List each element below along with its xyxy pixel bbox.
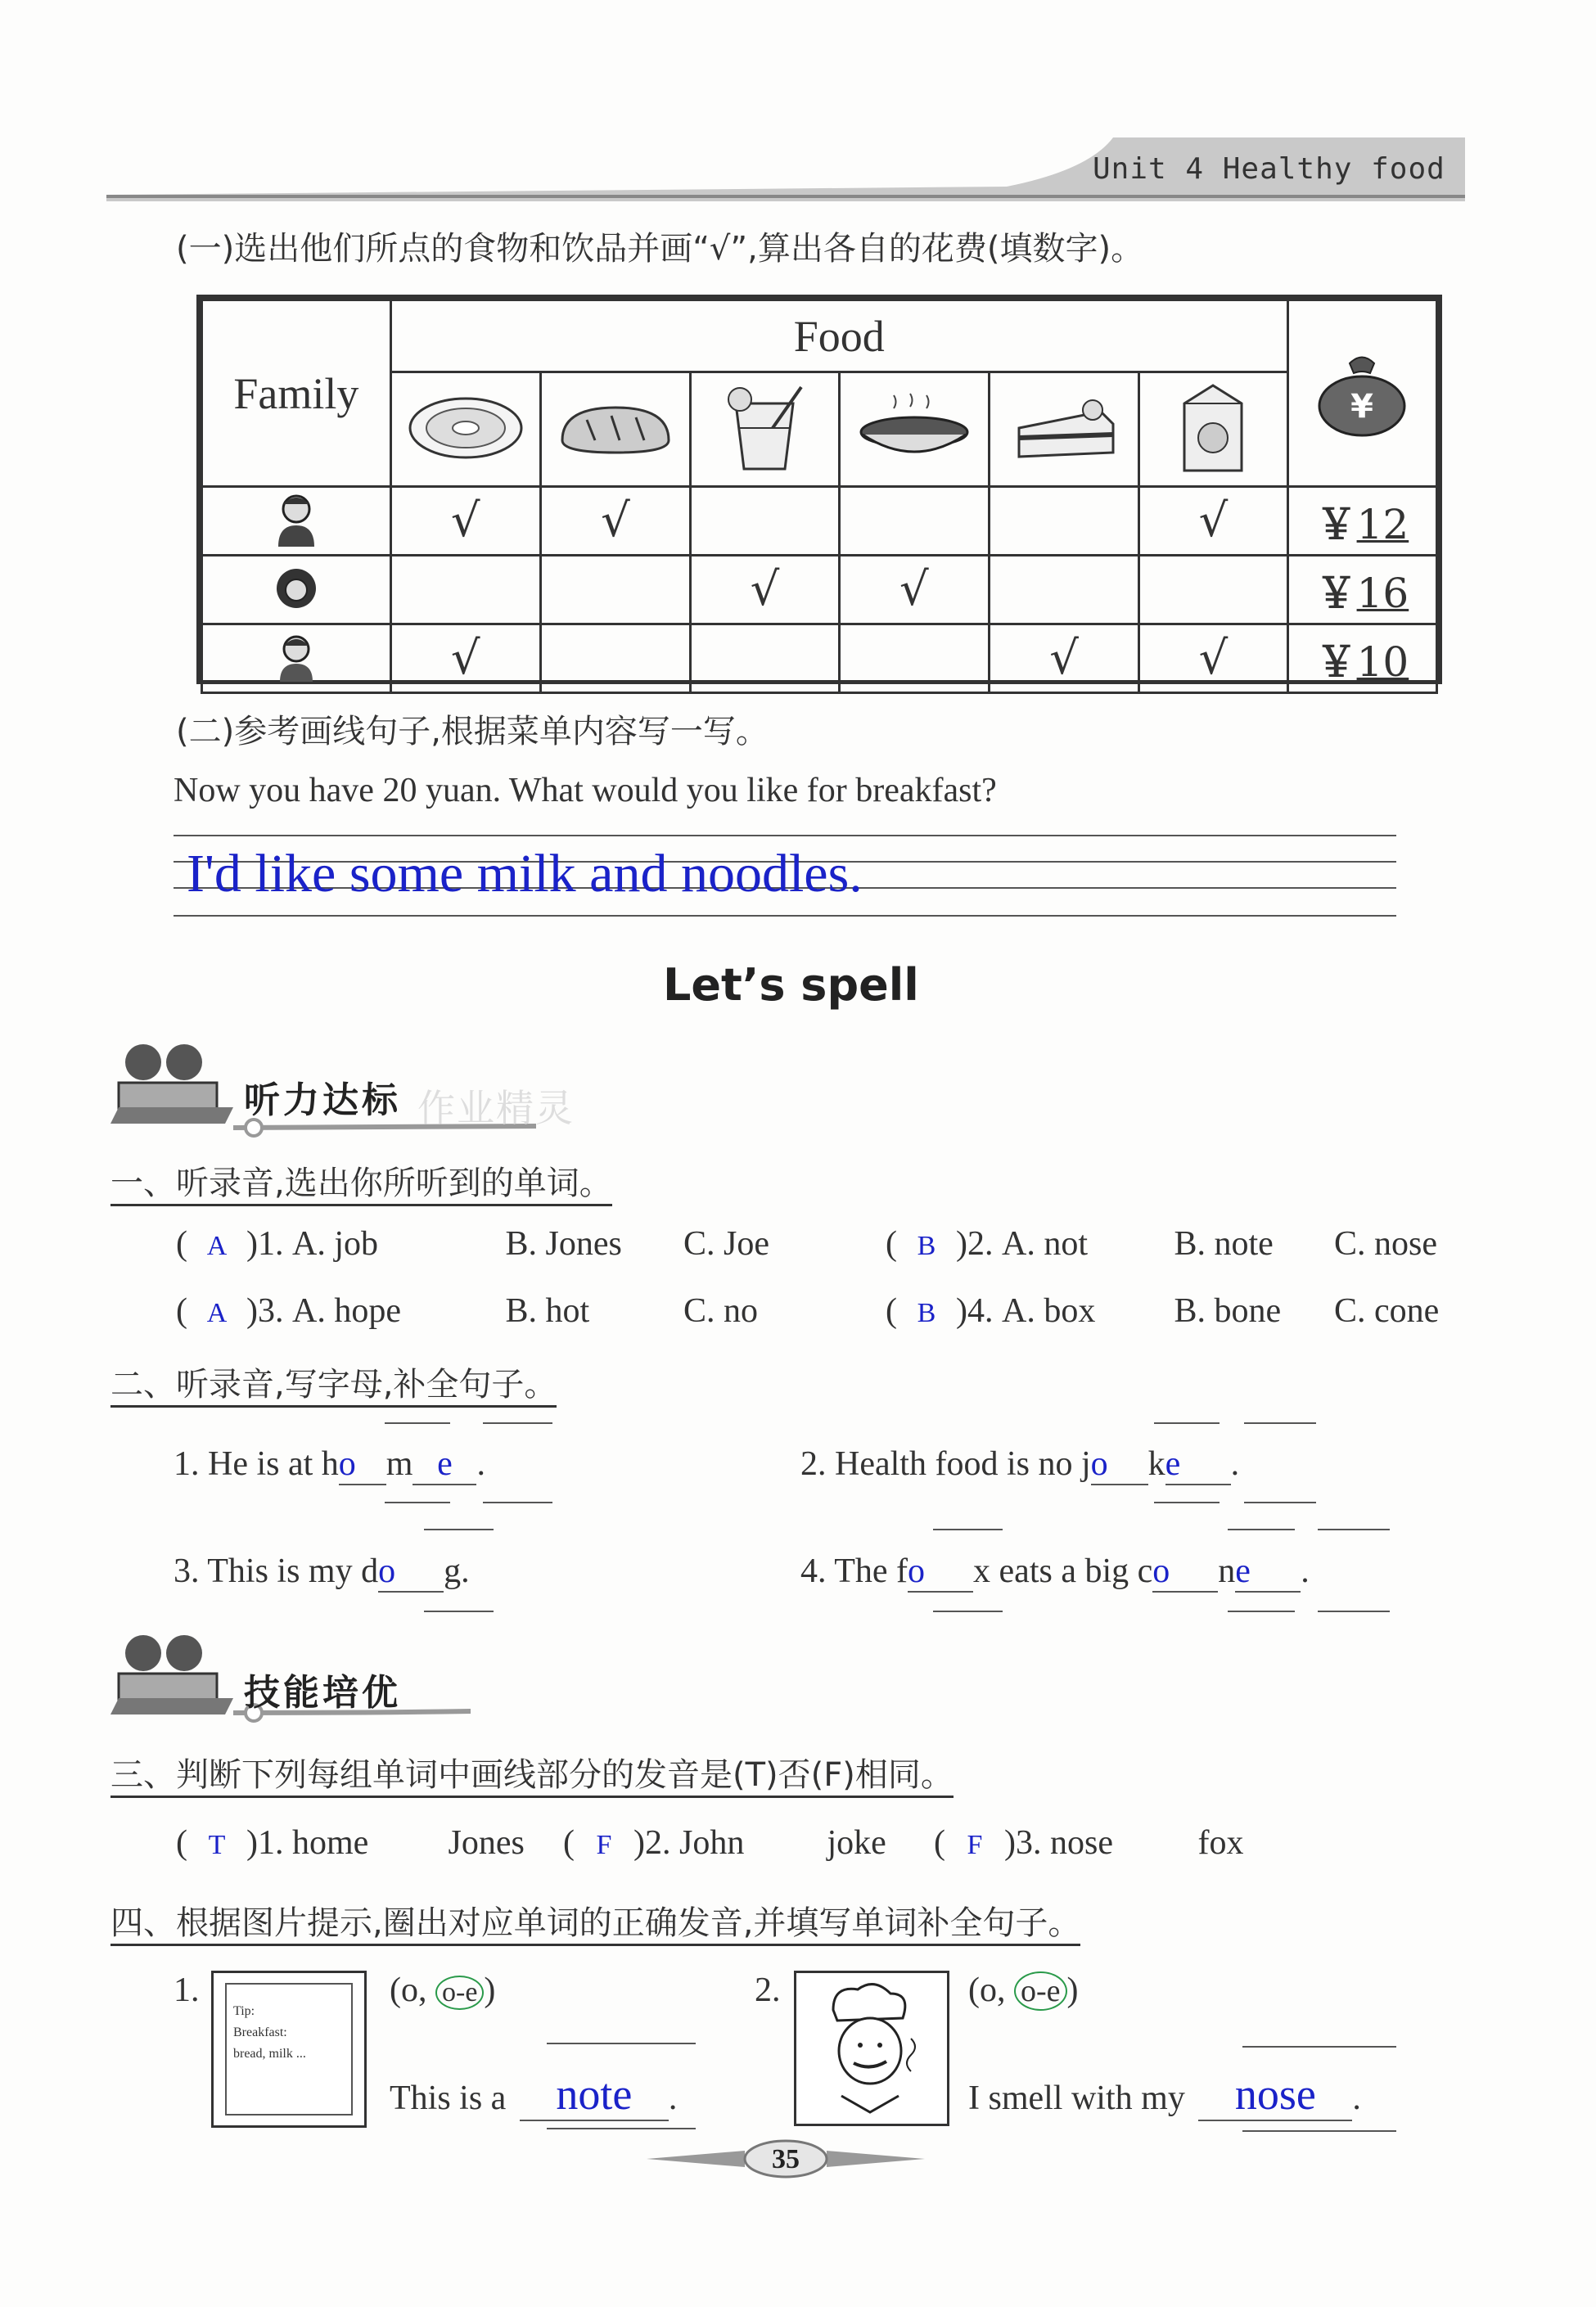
currency-symbol: ￥ [1315, 499, 1357, 548]
lets-spell-title: Let’s spell [663, 959, 919, 1011]
answer-blank: o [1091, 1444, 1148, 1485]
writing-line [174, 835, 1396, 836]
q4-item1-options: (o, o-e ) [390, 1971, 496, 2009]
grid-line [1244, 1422, 1316, 1424]
q3-title: 三、判断下列每组单词中画线部分的发音是(T)否(F)相同。 [110, 1749, 954, 1796]
grid-line [424, 1611, 494, 1612]
listening-badge: 听力达标 [244, 1079, 401, 1121]
check-cell: √ [1139, 624, 1288, 693]
answer-blank: note [520, 2069, 669, 2121]
answer-letter: B [917, 1231, 936, 1261]
q2-sentence-3: 3. This is my do g. [174, 1552, 470, 1593]
check-cell [1139, 556, 1288, 624]
food-header-cell [390, 300, 1287, 372]
currency-symbol: ￥ [1315, 637, 1357, 686]
note-line: Breakfast: [233, 2025, 287, 2039]
note-line: Tip: [233, 2004, 255, 2018]
noodles-icon [853, 387, 976, 469]
grid-line [483, 1502, 552, 1503]
grid-line [547, 2043, 696, 2044]
grid-line [1154, 1422, 1220, 1424]
check-cell [691, 487, 840, 556]
grid-line [1318, 1529, 1390, 1530]
food-label: Food [793, 311, 885, 361]
grid-line [1228, 1611, 1295, 1612]
circled-option: o-e [435, 1976, 484, 2010]
family-label: Family [233, 368, 359, 418]
currency-symbol: ￥ [1315, 568, 1357, 617]
money-header-cell [1287, 300, 1436, 487]
svg-text:¥: ¥ [1350, 387, 1374, 426]
q4-item1-number: 1. [174, 1971, 200, 2009]
page-number: 35 [772, 2144, 800, 2174]
check-cell: √ [989, 624, 1138, 693]
grid-line [933, 1611, 1003, 1612]
answer-letter: F [967, 1830, 983, 1860]
milk-cell [1139, 372, 1288, 487]
cost-cell [1287, 624, 1436, 693]
money-bag-icon [1309, 347, 1415, 437]
part1-instruction: (一)选出他们所点的食物和饮品并画“√”,算出各自的花费(填数字)。 [176, 230, 1144, 268]
answer-letter: B [917, 1298, 936, 1328]
table-row-mother [202, 556, 1437, 624]
check-cell [839, 624, 989, 693]
cost-value: 12 [1356, 500, 1409, 548]
q2-title: 二、听录音,写字母,补全句子。 [110, 1359, 557, 1405]
q2-sentence-1: 1. He is at ho m e . [174, 1444, 485, 1485]
circled-option: o-e [1014, 1971, 1067, 2011]
father-icon [272, 491, 321, 548]
grid-line [1244, 1502, 1316, 1503]
juice-icon [715, 379, 814, 477]
check-cell [839, 487, 989, 556]
q4-item1-sentence: This is a note . [390, 2069, 677, 2121]
list-item: ( B )4. A. box B. bone C. cone [886, 1292, 1440, 1330]
grid-line [424, 1529, 494, 1530]
note-picture [211, 1971, 367, 2128]
juice-cell [691, 372, 840, 487]
check-cell [540, 556, 690, 624]
person-cell [202, 624, 391, 693]
check-cell [691, 624, 840, 693]
table-row-father [202, 487, 1437, 556]
list-item: ( A )3. A. hope B. hot C. no [176, 1292, 759, 1330]
list-item: ( B )2. A. not B. note C. nose [886, 1225, 1437, 1263]
check-cell [390, 556, 540, 624]
part2-prompt: Now you have 20 yuan. What would you like for breakfast? [174, 772, 997, 809]
check-cell: √ [839, 556, 989, 624]
boy-icon [272, 631, 321, 683]
unit-title: Unit 4 Healthy food [1093, 152, 1445, 186]
check-cell: √ [390, 487, 540, 556]
noodles-cell [839, 372, 989, 487]
person-cell [202, 487, 391, 556]
list-item: ( A )1. A. job B. Jones C. Joe [176, 1225, 769, 1263]
answer-blank: o [339, 1444, 386, 1485]
bread-icon [554, 391, 677, 465]
grid-line [1242, 2130, 1396, 2132]
watermark: 作业精灵 [417, 1086, 575, 1130]
grid-line [547, 2128, 696, 2129]
donut-cell [390, 372, 540, 487]
family-header-cell [202, 300, 391, 487]
q2-sentence-4: 4. The fo x eats a big co ne . [800, 1552, 1310, 1593]
skills-badge: 技能培优 [244, 1672, 401, 1714]
check-cell: √ [540, 487, 690, 556]
writing-line [174, 915, 1396, 917]
part2-answer: I'd like some milk and noodles. [187, 844, 863, 903]
check-cell [989, 556, 1138, 624]
check-cell [540, 624, 690, 693]
grid-line [385, 1422, 450, 1424]
check-cell [989, 487, 1138, 556]
cost-value: 10 [1356, 638, 1409, 686]
chef-icon [796, 1973, 947, 2124]
q4-item2-sentence: I smell with my nose . [968, 2069, 1361, 2121]
grid-line [483, 1422, 552, 1424]
cost-cell [1287, 556, 1436, 624]
donut-icon [404, 391, 527, 465]
cost-cell [1287, 487, 1436, 556]
answer-blank: o [908, 1552, 973, 1593]
answer-blank: e [413, 1444, 476, 1485]
mother-icon [272, 564, 321, 613]
q3-row: ( T )1. home Jones ( F )2. John joke ( F )3. nose fox [176, 1824, 1244, 1862]
check-cell: √ [390, 624, 540, 693]
answer-blank: e [1165, 1444, 1231, 1485]
cost-value: 16 [1356, 569, 1409, 617]
grid-line [1242, 2046, 1396, 2048]
chef-picture [794, 1971, 949, 2126]
grid-line [933, 1529, 1003, 1530]
q2-sentence-2: 2. Health food is no jo ke . [800, 1444, 1239, 1485]
q1-title: 一、听录音,选出你所听到的单词。 [110, 1157, 612, 1204]
person-cell [202, 556, 391, 624]
answer-letter: A [206, 1298, 228, 1328]
answer-letter: A [206, 1231, 228, 1261]
part2-instruction: (二)参考画线句子,根据菜单内容写一写。 [176, 713, 769, 750]
answer-blank: o [378, 1552, 444, 1593]
q4-title: 四、根据图片提示,圈出对应单词的正确发音,并填写单词补全句子。 [110, 1897, 1080, 1944]
grid-line [1318, 1611, 1390, 1612]
note-line: bread, milk ... [233, 2047, 306, 2061]
q4-item2-options: (o, o-e ) [968, 1971, 1079, 2009]
food-table [196, 295, 1442, 684]
table-row-boy [202, 624, 1437, 693]
bread-cell [540, 372, 690, 487]
milk-icon [1164, 379, 1262, 477]
grid-line [1228, 1529, 1295, 1530]
answer-blank: nose [1198, 2069, 1352, 2121]
answer-blank: e [1235, 1552, 1301, 1593]
grid-line [1154, 1502, 1220, 1503]
answer-blank: o [1152, 1552, 1218, 1593]
answer-letter: F [596, 1830, 612, 1860]
q4-item2-number: 2. [755, 1971, 781, 2009]
cake-cell [989, 372, 1138, 487]
check-cell: √ [691, 556, 840, 624]
grid-line [385, 1502, 450, 1503]
answer-letter: T [208, 1830, 226, 1860]
cake-icon [1003, 387, 1125, 469]
check-cell: √ [1139, 487, 1288, 556]
